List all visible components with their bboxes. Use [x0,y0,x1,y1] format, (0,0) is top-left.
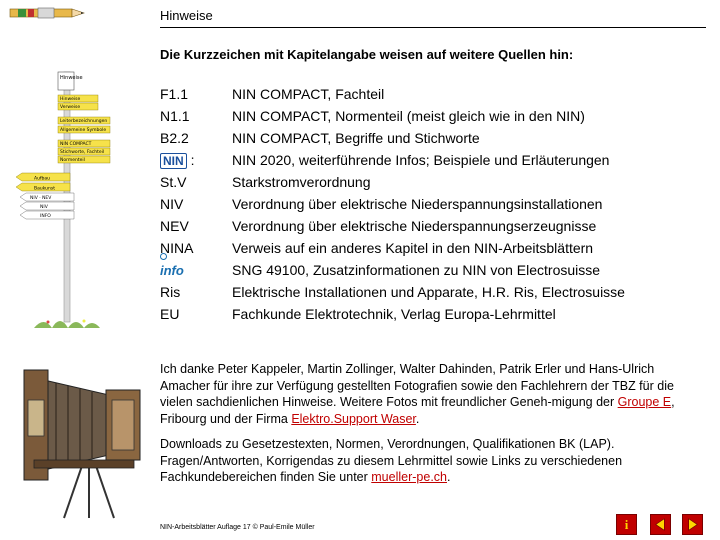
code-ris: Ris [160,284,181,300]
code-row [160,281,230,303]
acknowledgement-paragraph [160,361,695,427]
sign-info: INFO [40,214,51,219]
arrow-right-icon [683,515,702,534]
mueller-pe-link[interactable]: mueller-pe.ch [371,470,447,484]
pencil-logo [8,5,88,21]
code-row [160,237,230,259]
footer-copyright: NIN-Arbeitsblätter Auflage 17 © Paul-Emile Müller [160,524,315,531]
desc-row: Fachkunde Elektrotechnik, Verlag Europa-Lehrmittel [232,306,556,322]
desc-row: Starkstromverordnung [232,174,371,190]
sign-aufbau: Aufbau [34,176,50,182]
code-nev: NEV [160,218,189,234]
next-page-button[interactable] [682,514,703,535]
code-row [160,105,230,127]
desc-row: Verordnung über elektrische Niederspannungsinstallationen [232,196,603,212]
ack-text-b: , Fribourg und der Firma [160,395,675,426]
sign-verweise: Verweise [60,105,81,110]
intro-heading: Die Kurzzeichen mit Kapitelangabe weisen auf weitere Quellen hin: [160,47,574,62]
desc-row: NIN COMPACT, Fachteil [232,86,385,102]
downloads-text-a: Downloads zu Gesetzestexten, Normen, Verordnungen, Qualifikationen BK (LAP). Fragen/Antworten, Korrigendas zu diesem Lehrmittel sowie Links zu verschiedenen Fachkundebereichen finden Sie unter [160,437,623,484]
downloads-text-b: . [447,470,451,484]
code-row [160,149,230,171]
sign-stichworte: Stichworte, Fachteil [60,150,105,155]
code-nin-colon: : [190,152,195,168]
sign-hinweise: Hinweise [60,97,81,102]
code-stv: St.V [160,174,187,190]
desc-row: Elektrische Installationen und Apparate, H.R. Ris, Electrosuisse [232,284,625,300]
info-icon: i [624,517,629,532]
sign-niv-nev: NIV · NEV [30,196,52,201]
abbreviation-codes [160,83,230,325]
code-row [160,127,230,149]
downloads-paragraph [160,436,695,486]
arrow-left-icon [651,515,670,534]
ack-text-c: . [415,411,420,426]
previous-page-button[interactable] [650,514,671,535]
desc-row: SNG 49100, Zusatzinformationen zu NIN von Electrosuisse [232,262,601,278]
sign-symbole: Allgemeine Symbole [60,128,107,133]
code-row [160,193,230,215]
signpost-illustration [14,66,124,336]
code-row [160,83,230,105]
groupe-e-link[interactable]: Groupe E [617,395,672,409]
desc-row: NIN 2020, weiterführende Infos; Beispiele und Erläuterungen [232,152,610,168]
header-divider [160,27,706,28]
desc-row: Verordnung über elektrische Niederspannungserzeugnisse [232,218,597,234]
signpost-top-label-1: Hinweise [60,75,83,81]
info-logo-icon: info [160,260,184,282]
code-row [160,303,230,325]
code-row [160,259,230,281]
sign-baukunst: Baukunst [34,186,55,192]
desc-row: NIN COMPACT, Normenteil (meist gleich wie in den NIN) [232,108,585,124]
sign-leiterbezeichnungen: Leiterbezeichnungen [60,119,108,124]
code-b22: B2.2 [160,130,189,146]
code-niv: NIV [160,196,184,212]
code-eu: EU [160,306,180,322]
page-title: Hinweise [160,8,213,23]
code-row [160,215,230,237]
sign-nin-compact: NIN COMPACT [60,142,92,147]
sign-niv: NIV [40,205,48,210]
nin-logo-icon: NIN [160,153,187,169]
code-row [160,171,230,193]
abbreviation-descriptions [232,83,712,325]
elektro-support-link[interactable]: Elektro.Support Waser [291,411,416,426]
ack-text-a: Ich danke Peter Kappeler, Martin Zollinger, Walter Dahinden, Patrik Erler und Hans-Ulrich Amacher für ihre zur Verfügung gestellten Fotografien sowie den Fachlehrern der TBZ für die vielen sachdienlichen Hinweise. Weitere Fotos mit freundlicher Geneh-migung der [160,362,674,409]
sign-normenteil: Normenteil [60,158,85,163]
old-camera-illustration [14,360,154,520]
code-n11: N1.1 [160,108,190,124]
code-f11: F1.1 [160,86,189,102]
desc-row: Verweis auf ein anderes Kapitel in den NIN-Arbeitsblättern [232,240,594,256]
code-nina: NINA [160,240,194,256]
info-button[interactable] [616,514,637,535]
desc-row: NIN COMPACT, Begriffe und Stichworte [232,130,480,146]
